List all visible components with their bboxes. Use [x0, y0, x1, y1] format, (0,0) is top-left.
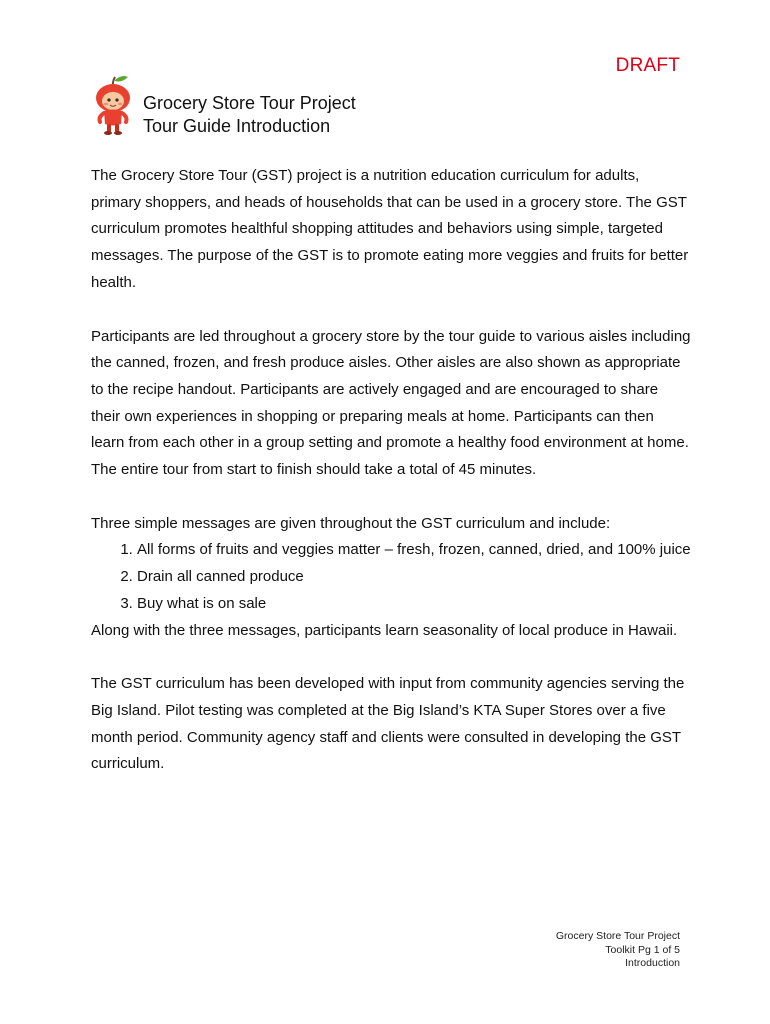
- paragraph-participants: Participants are led throughout a grocery store by the tour guide to various aisles including the canned, frozen, and fresh produce aisles. Other aisles are also shown as appropriate to the recipe handout. Participants are actively engaged and are encouraged to share their own experiences in shopping or preparing meals at home. Participants can then learn from each other in a group setting and promote a healthy food environment at home. The entire tour from start to finish should take a total of 45 minutes.: [91, 327, 691, 479]
- messages-list: [91, 537, 691, 617]
- paragraph-development: The GST curriculum has been developed with input from community agencies serving the Big Island. Pilot testing was completed at the Big Island’s KTA Super Stores over a five month period. Community agency staff and clients were consulted in developing the GST curriculum.: [91, 675, 685, 773]
- footer-section: Introduction: [625, 957, 680, 969]
- paragraph-seasonality: Along with the three messages, participants learn seasonality of local produce in Hawaii.: [91, 621, 678, 639]
- draft-watermark: DRAFT: [615, 55, 680, 76]
- apple-mascot-icon: [88, 74, 138, 136]
- list-item: 3. Buy what is on sale: [137, 591, 691, 618]
- document-body: [91, 163, 691, 778]
- paragraph-messages-intro: Three simple messages are given throughout the GST curriculum and include:: [91, 514, 611, 532]
- footer-page-number: Toolkit Pg 1 of 5: [605, 943, 680, 956]
- document-header: [143, 92, 356, 138]
- document-subtitle: Tour Guide Introduction: [143, 116, 331, 136]
- list-item: 1. All forms of fruits and veggies matter – fresh, frozen, canned, dried, and 100% juice: [137, 537, 691, 564]
- document-title: Grocery Store Tour Project: [143, 93, 356, 113]
- list-item: 2. Drain all canned produce: [137, 564, 691, 591]
- footer-project: Grocery Store Tour Project: [555, 930, 680, 942]
- paragraph-intro: The Grocery Store Tour (GST) project is a nutrition education curriculum for adults, primary shoppers, and heads of households that can be used in a grocery store. The GST curriculum promotes healthful shopping attitudes and behaviors using simple, targeted messages. The purpose of the GST is to promote eating more veggies and fruits for better health.: [91, 167, 689, 291]
- page-footer: [556, 930, 680, 971]
